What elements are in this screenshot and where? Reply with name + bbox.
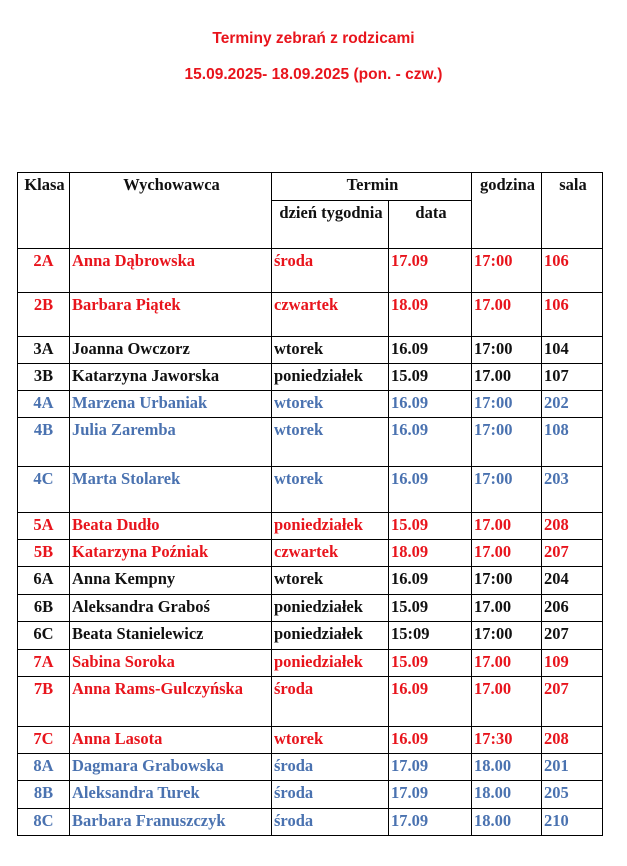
cell-wychowawca: Marzena Urbaniak (70, 391, 272, 418)
cell-wychowawca: Anna Rams-Gulczyńska (70, 677, 272, 727)
cell-klasa: 2B (18, 293, 70, 337)
cell-dzien: wtorek (272, 467, 389, 513)
cell-wychowawca: Beata Stanielewicz (70, 622, 272, 650)
cell-klasa: 8A (18, 754, 70, 781)
cell-sala: 107 (542, 364, 603, 391)
cell-klasa: 4B (18, 418, 70, 467)
cell-klasa: 5B (18, 540, 70, 567)
table-body (18, 249, 603, 836)
cell-klasa: 7C (18, 727, 70, 754)
cell-wychowawca: Barbara Piątek (70, 293, 272, 337)
table-row (18, 364, 603, 391)
cell-dzien: poniedziałek (272, 650, 389, 677)
cell-wychowawca: Aleksandra Turek (70, 781, 272, 809)
date-range: 15.09.2025- 18.09.2025 (pon. - czw.) (184, 66, 443, 83)
cell-godzina: 17:00 (472, 418, 542, 467)
cell-godzina: 17:00 (472, 567, 542, 595)
cell-klasa: 3B (18, 364, 70, 391)
cell-godzina: 17.00 (472, 364, 542, 391)
cell-wychowawca: Aleksandra Graboś (70, 595, 272, 622)
cell-klasa: 8B (18, 781, 70, 809)
cell-wychowawca: Dagmara Grabowska (70, 754, 272, 781)
cell-wychowawca: Anna Dąbrowska (70, 249, 272, 293)
cell-sala: 204 (542, 567, 603, 595)
meetings-table (17, 172, 603, 836)
table-row (18, 293, 603, 337)
header-klasa: Klasa (18, 173, 70, 249)
cell-dzien: środa (272, 781, 389, 809)
cell-wychowawca: Anna Kempny (70, 567, 272, 595)
cell-data: 15.09 (389, 513, 472, 540)
cell-wychowawca: Sabina Soroka (70, 650, 272, 677)
table-row (18, 809, 603, 836)
cell-godzina: 17.00 (472, 650, 542, 677)
cell-klasa: 6B (18, 595, 70, 622)
cell-godzina: 18.00 (472, 754, 542, 781)
cell-klasa: 2A (18, 249, 70, 293)
cell-klasa: 7B (18, 677, 70, 727)
cell-sala: 109 (542, 650, 603, 677)
cell-sala: 201 (542, 754, 603, 781)
cell-dzien: środa (272, 754, 389, 781)
cell-godzina: 17:30 (472, 727, 542, 754)
cell-dzien: czwartek (272, 540, 389, 567)
cell-sala: 208 (542, 727, 603, 754)
cell-godzina: 17:00 (472, 337, 542, 364)
cell-godzina: 18.00 (472, 781, 542, 809)
table-row (18, 418, 603, 467)
cell-data: 18.09 (389, 540, 472, 567)
cell-godzina: 17:00 (472, 467, 542, 513)
cell-godzina: 18.00 (472, 809, 542, 836)
header-godzina: godzina (472, 173, 542, 249)
cell-dzien: wtorek (272, 337, 389, 364)
cell-dzien: wtorek (272, 391, 389, 418)
cell-sala: 206 (542, 595, 603, 622)
table-row (18, 540, 603, 567)
cell-godzina: 17.00 (472, 540, 542, 567)
cell-sala: 207 (542, 622, 603, 650)
cell-sala: 205 (542, 781, 603, 809)
cell-sala: 106 (542, 249, 603, 293)
table-row (18, 595, 603, 622)
cell-dzien: poniedziałek (272, 595, 389, 622)
table-row (18, 650, 603, 677)
header-sala: sala (542, 173, 603, 249)
header-dzien: dzień tygodnia (272, 201, 389, 249)
cell-data: 16.09 (389, 337, 472, 364)
table-row (18, 249, 603, 293)
cell-wychowawca: Katarzyna Jaworska (70, 364, 272, 391)
table-row (18, 513, 603, 540)
cell-klasa: 6A (18, 567, 70, 595)
cell-wychowawca: Joanna Owczorz (70, 337, 272, 364)
cell-klasa: 3A (18, 337, 70, 364)
cell-data: 17.09 (389, 249, 472, 293)
cell-dzien: poniedziałek (272, 513, 389, 540)
cell-godzina: 17.00 (472, 595, 542, 622)
header-data: data (389, 201, 472, 249)
table-row (18, 391, 603, 418)
cell-sala: 208 (542, 513, 603, 540)
cell-sala: 210 (542, 809, 603, 836)
table-row (18, 754, 603, 781)
cell-dzien: środa (272, 249, 389, 293)
cell-dzien: wtorek (272, 727, 389, 754)
cell-wychowawca: Marta Stolarek (70, 467, 272, 513)
cell-dzien: wtorek (272, 418, 389, 467)
table-row (18, 677, 603, 727)
cell-wychowawca: Beata Dudło (70, 513, 272, 540)
cell-sala: 202 (542, 391, 603, 418)
cell-data: 16.09 (389, 391, 472, 418)
cell-dzien: czwartek (272, 293, 389, 337)
cell-data: 17.09 (389, 781, 472, 809)
cell-wychowawca: Barbara Franuszczyk (70, 809, 272, 836)
table-row (18, 567, 603, 595)
cell-wychowawca: Katarzyna Poźniak (70, 540, 272, 567)
cell-sala: 207 (542, 540, 603, 567)
cell-dzien: poniedziałek (272, 364, 389, 391)
table-row (18, 781, 603, 809)
cell-data: 17.09 (389, 754, 472, 781)
cell-dzien: środa (272, 809, 389, 836)
page-title: Terminy zebrań z rodzicami (212, 30, 415, 47)
cell-godzina: 17.00 (472, 513, 542, 540)
cell-data: 16.09 (389, 418, 472, 467)
cell-klasa: 8C (18, 809, 70, 836)
cell-data: 15:09 (389, 622, 472, 650)
cell-wychowawca: Anna Lasota (70, 727, 272, 754)
cell-sala: 207 (542, 677, 603, 727)
cell-data: 16.09 (389, 467, 472, 513)
cell-godzina: 17.00 (472, 677, 542, 727)
header-termin: Termin (272, 173, 472, 201)
cell-wychowawca: Julia Zaremba (70, 418, 272, 467)
cell-sala: 104 (542, 337, 603, 364)
cell-klasa: 7A (18, 650, 70, 677)
cell-data: 17.09 (389, 809, 472, 836)
cell-dzien: wtorek (272, 567, 389, 595)
header-wychowawca: Wychowawca (70, 173, 272, 249)
cell-data: 15.09 (389, 364, 472, 391)
cell-godzina: 17.00 (472, 293, 542, 337)
cell-data: 16.09 (389, 727, 472, 754)
cell-godzina: 17:00 (472, 622, 542, 650)
cell-klasa: 5A (18, 513, 70, 540)
cell-sala: 106 (542, 293, 603, 337)
cell-data: 16.09 (389, 567, 472, 595)
table-row (18, 467, 603, 513)
cell-klasa: 4A (18, 391, 70, 418)
cell-data: 18.09 (389, 293, 472, 337)
cell-sala: 203 (542, 467, 603, 513)
cell-data: 15.09 (389, 650, 472, 677)
cell-klasa: 6C (18, 622, 70, 650)
table-row (18, 622, 603, 650)
cell-klasa: 4C (18, 467, 70, 513)
cell-dzien: poniedziałek (272, 622, 389, 650)
cell-data: 16.09 (389, 677, 472, 727)
cell-godzina: 17:00 (472, 249, 542, 293)
cell-sala: 108 (542, 418, 603, 467)
cell-godzina: 17:00 (472, 391, 542, 418)
table-row (18, 337, 603, 364)
cell-dzien: środa (272, 677, 389, 727)
table-row (18, 727, 603, 754)
cell-data: 15.09 (389, 595, 472, 622)
